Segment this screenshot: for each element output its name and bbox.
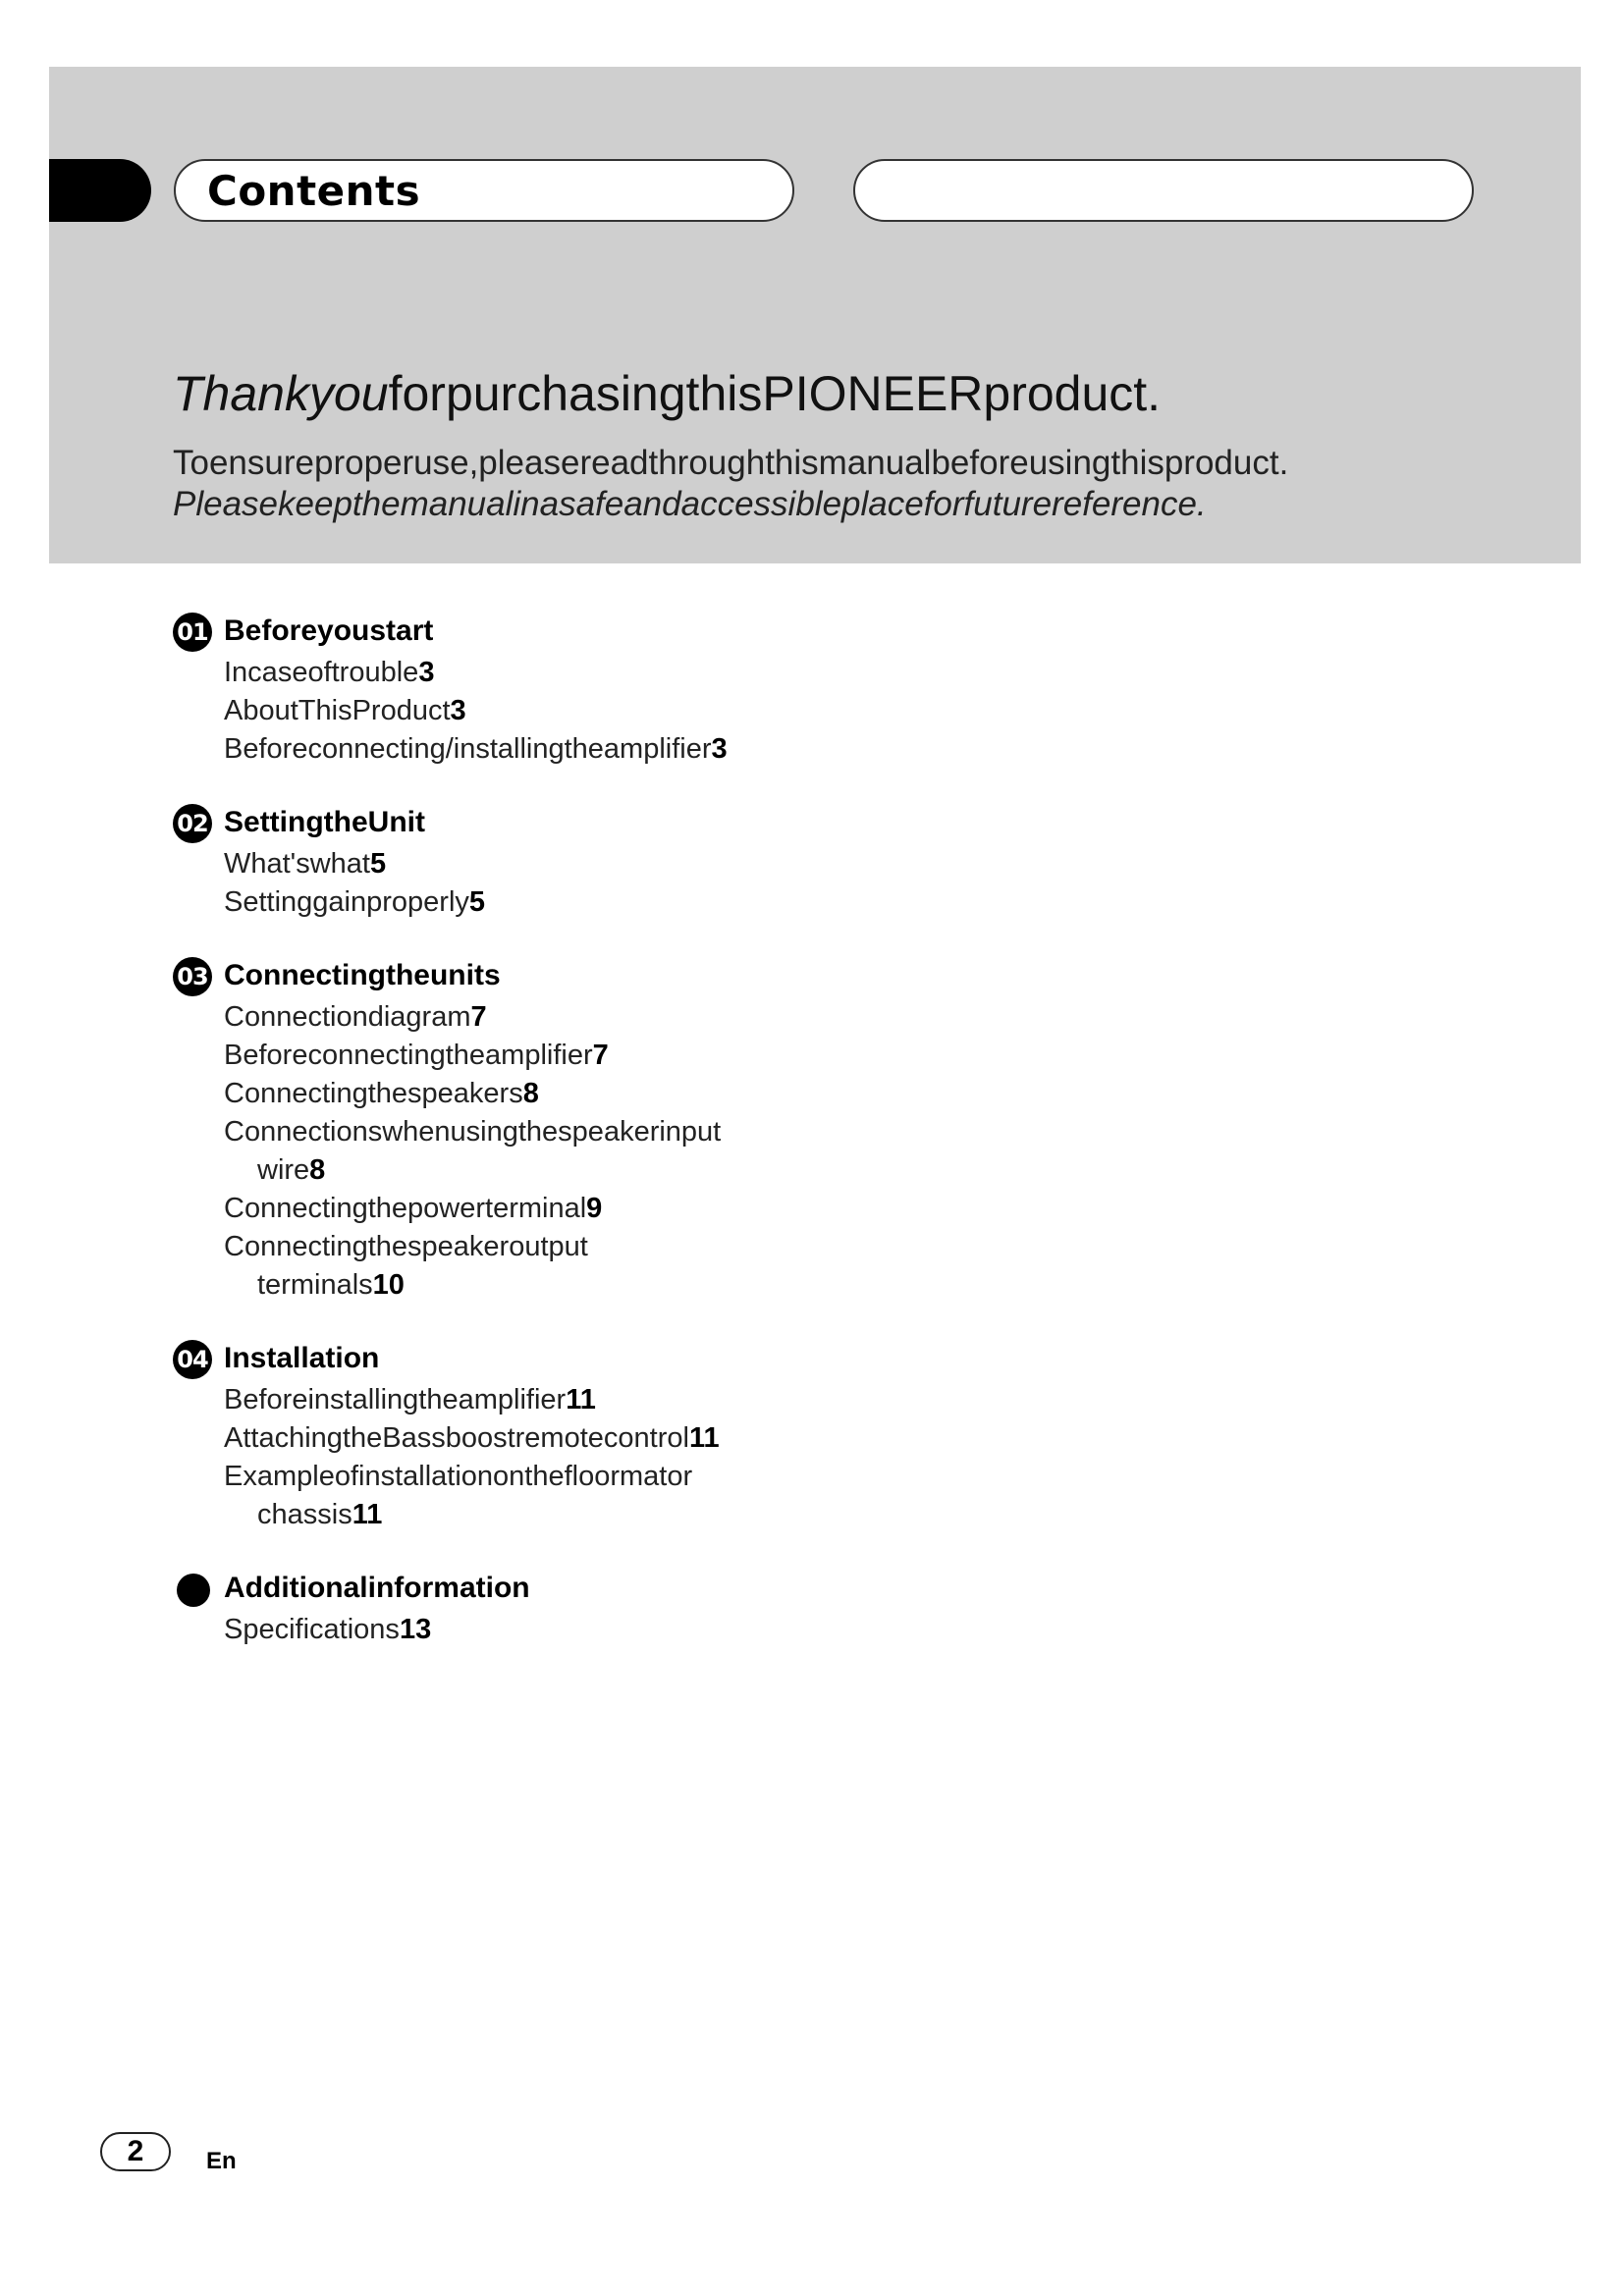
page-title: Contents <box>207 167 421 215</box>
toc-entry[interactable] <box>224 692 1056 730</box>
table-of-contents <box>173 613 1056 1684</box>
toc-entry[interactable] <box>224 1113 1056 1190</box>
toc-section <box>173 957 1056 1305</box>
toc-entry[interactable] <box>224 845 1056 883</box>
title-pill <box>174 159 794 222</box>
thanks-italic: Thankyou <box>173 366 389 421</box>
toc-page-number: 8 <box>522 1078 539 1109</box>
toc-page-number: 5 <box>468 886 486 918</box>
toc-entry[interactable] <box>224 1190 1056 1228</box>
toc-section-header <box>173 804 1056 845</box>
toc-entries <box>224 845 1056 922</box>
blank-pill <box>853 159 1474 222</box>
language-label: En <box>206 2148 237 2174</box>
toc-entry-text: Specifications <box>224 1614 400 1645</box>
section-number-badge: 02 <box>173 804 212 843</box>
toc-entry[interactable] <box>224 1611 1056 1649</box>
toc-entries <box>224 1381 1056 1534</box>
toc-entry-text: Settinggainproperly <box>224 886 469 918</box>
toc-page-number: 3 <box>450 695 466 726</box>
toc-entry-text: Connectingthepowerterminal <box>224 1193 587 1224</box>
toc-entry-text: AttachingtheBassboostremotecontrol <box>224 1422 689 1454</box>
toc-entries <box>224 998 1056 1305</box>
toc-page-number: 11 <box>566 1384 596 1415</box>
thanks-rest: forpurchasingthisPIONEERproduct. <box>388 366 1162 421</box>
toc-entry[interactable] <box>224 1458 1056 1534</box>
toc-entry[interactable] <box>224 1228 1056 1305</box>
toc-entry[interactable] <box>224 883 1056 922</box>
section-number-badge: 04 <box>173 1340 212 1379</box>
toc-entry-cont-text: wire <box>257 1154 310 1186</box>
toc-entry-continuation <box>224 1151 1056 1190</box>
toc-page-number: 3 <box>711 733 728 765</box>
toc-section-header <box>173 613 1056 654</box>
intro-line-2: Pleasekeepthemanualinasafeandaccessibleplaceforfuturereference. <box>173 485 1207 523</box>
toc-entry[interactable] <box>224 1075 1056 1113</box>
toc-section <box>173 1340 1056 1534</box>
toc-entry-text: Beforeinstallingtheamplifier <box>224 1384 567 1415</box>
toc-entry[interactable] <box>224 1419 1056 1458</box>
toc-entry-text: What'swhat <box>224 848 370 880</box>
section-number-badge: 03 <box>173 957 212 996</box>
toc-section-header <box>173 1570 1056 1611</box>
page-number: 2 <box>100 2132 171 2171</box>
toc-page-number: 7 <box>470 1001 487 1033</box>
toc-entries <box>224 654 1056 769</box>
toc-entry[interactable] <box>224 1381 1056 1419</box>
toc-entry-cont-text: chassis <box>257 1499 352 1530</box>
section-title[interactable]: Additionalinformation <box>224 1572 530 1604</box>
toc-entry-text: Incaseoftrouble <box>224 657 419 688</box>
toc-entry-continuation <box>224 1496 1056 1534</box>
section-number-badge: 01 <box>173 613 212 652</box>
toc-page-number: 5 <box>369 848 387 880</box>
toc-page-number: 13 <box>399 1614 432 1645</box>
toc-entry-text: Beforeconnectingtheamplifier <box>224 1040 593 1071</box>
section-tab-marker <box>49 159 151 222</box>
toc-entry-cont-text: terminals <box>257 1269 373 1301</box>
intro-line-1: Toensureproperuse,pleasereadthroughthismanualbeforeusingthisproduct. <box>173 444 1289 482</box>
toc-section-header <box>173 957 1056 998</box>
toc-section <box>173 613 1056 769</box>
toc-page-number: 9 <box>586 1193 603 1224</box>
toc-page-number: 3 <box>418 657 435 688</box>
toc-entry-text: Connectingthespeakeroutput <box>224 1231 588 1262</box>
toc-page-number: 10 <box>372 1269 405 1301</box>
toc-section <box>173 1570 1056 1649</box>
toc-entries <box>224 1611 1056 1649</box>
toc-entry[interactable] <box>224 654 1056 692</box>
section-number-badge <box>177 1574 210 1607</box>
toc-entry[interactable] <box>224 1037 1056 1075</box>
section-title[interactable]: SettingtheUnit <box>224 806 425 838</box>
toc-entry-text: Connectiondiagram <box>224 1001 471 1033</box>
toc-entry-text: Exampleofinstallationonthefloormator <box>224 1461 693 1492</box>
toc-entry-text: Connectingthespeakers <box>224 1078 523 1109</box>
toc-entry-continuation <box>224 1266 1056 1305</box>
toc-page-number: 7 <box>592 1040 609 1071</box>
toc-page-number: 11 <box>688 1422 720 1454</box>
toc-section <box>173 804 1056 922</box>
section-title[interactable]: Beforeyoustart <box>224 614 434 647</box>
toc-entry[interactable] <box>224 998 1056 1037</box>
thanks-line <box>173 365 1161 422</box>
toc-section-header <box>173 1340 1056 1381</box>
toc-entry-text: AboutThisProduct <box>224 695 451 726</box>
toc-entry[interactable] <box>224 730 1056 769</box>
section-title[interactable]: Installation <box>224 1342 380 1374</box>
toc-page-number: 11 <box>352 1499 383 1530</box>
toc-page-number: 8 <box>309 1154 326 1186</box>
section-title[interactable]: Connectingtheunits <box>224 959 501 991</box>
toc-entry-text: Beforeconnecting/installingtheamplifier <box>224 733 712 765</box>
toc-entry-text: Connectionswhenusingthespeakerinput <box>224 1116 722 1148</box>
